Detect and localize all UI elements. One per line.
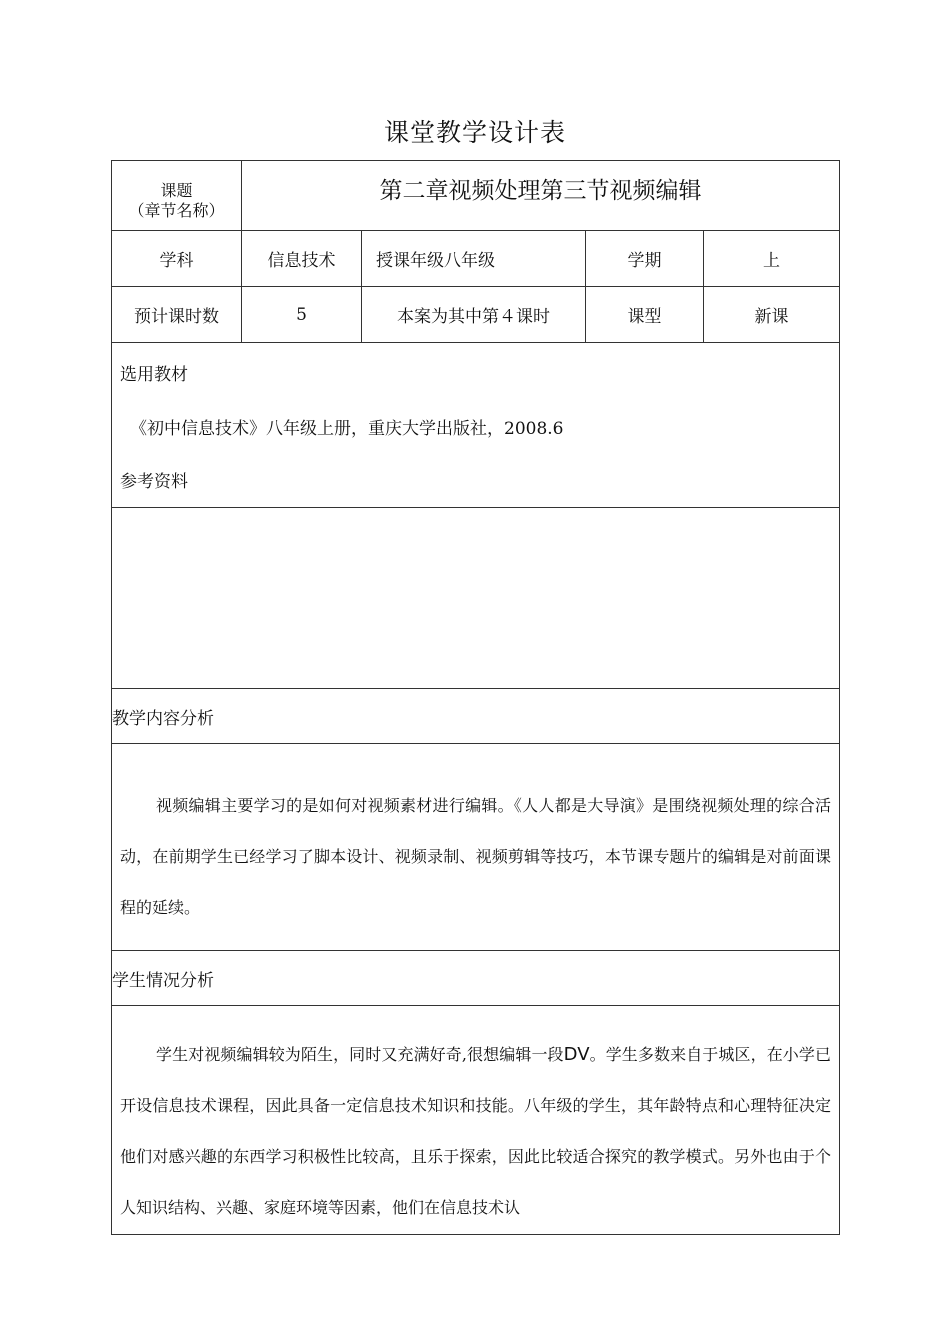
hours-value: 5 bbox=[242, 287, 362, 343]
content-analysis-text: 视频编辑主要学习的是如何对视频素材进行编辑。《人人都是大导演》是围绕视频处理的综合活动，在前期学生已经学习了脚本设计、视频录制、视频剪辑等技巧，本节课专题片的编辑是对前面课程的延续。 bbox=[120, 796, 831, 917]
topic-label-cell bbox=[112, 161, 242, 231]
topic-row bbox=[112, 161, 840, 231]
grade-text: 授课年级八年级 bbox=[362, 231, 586, 287]
student-analysis-heading-row bbox=[112, 951, 840, 1006]
student-text-part1: 学生对视频编辑较为陌生，同时又充满好奇,很想编辑一段 bbox=[156, 1045, 564, 1064]
references-blank-row bbox=[112, 508, 840, 689]
topic-label-sub: （章节名称） bbox=[128, 200, 225, 220]
student-analysis-cell bbox=[112, 1006, 840, 1235]
student-analysis-heading: 学生情况分析 bbox=[112, 951, 840, 1006]
lesson-design-table bbox=[111, 160, 840, 1235]
references-heading: 参考资料 bbox=[120, 472, 188, 492]
student-text-dv: DV bbox=[563, 1044, 590, 1065]
topic-label: 课题 bbox=[160, 180, 193, 200]
content-analysis-row bbox=[112, 744, 840, 951]
content-analysis-heading: 教学内容分析 bbox=[112, 689, 840, 744]
content-analysis-cell bbox=[112, 744, 840, 951]
term-value: 上 bbox=[704, 231, 840, 287]
hours-label: 预计课时数 bbox=[112, 287, 242, 343]
lesson-text: 本案为其中第４课时 bbox=[362, 287, 586, 343]
student-analysis-row bbox=[112, 1006, 840, 1235]
type-value: 新课 bbox=[704, 287, 840, 343]
student-analysis-text bbox=[112, 1006, 839, 1233]
topic-value: 第二章视频处理第三节视频编辑 bbox=[242, 161, 840, 231]
subject-value: 信息技术 bbox=[242, 231, 362, 287]
student-text-part2: 。学生多数来自于城区，在小学已开设信息技术课程，因此具备一定信息技术知识和技能。八年级的学生，其年龄特点和心理特征决定他们对感兴趣的东西学习积极性比较高，且乐于探索，因此比较适合探究的教学模式。另外也由于个人知识结构、兴趣、家庭环境等因素，他们在信息技术认 bbox=[120, 1045, 831, 1217]
textbook-content: 《初中信息技术》八年级上册，重庆大学出版社，2008.6 bbox=[130, 419, 564, 439]
references-content bbox=[112, 508, 840, 689]
textbook-row bbox=[112, 343, 840, 508]
content-analysis-heading-row bbox=[112, 689, 840, 744]
hours-row bbox=[112, 287, 840, 343]
term-label: 学期 bbox=[586, 231, 704, 287]
subject-label: 学科 bbox=[112, 231, 242, 287]
textbook-heading: 选用教材 bbox=[120, 365, 188, 385]
type-label: 课型 bbox=[586, 287, 704, 343]
page-title: 课堂教学设计表 bbox=[383, 118, 566, 147]
textbook-cell bbox=[112, 343, 840, 508]
subject-row bbox=[112, 231, 840, 287]
